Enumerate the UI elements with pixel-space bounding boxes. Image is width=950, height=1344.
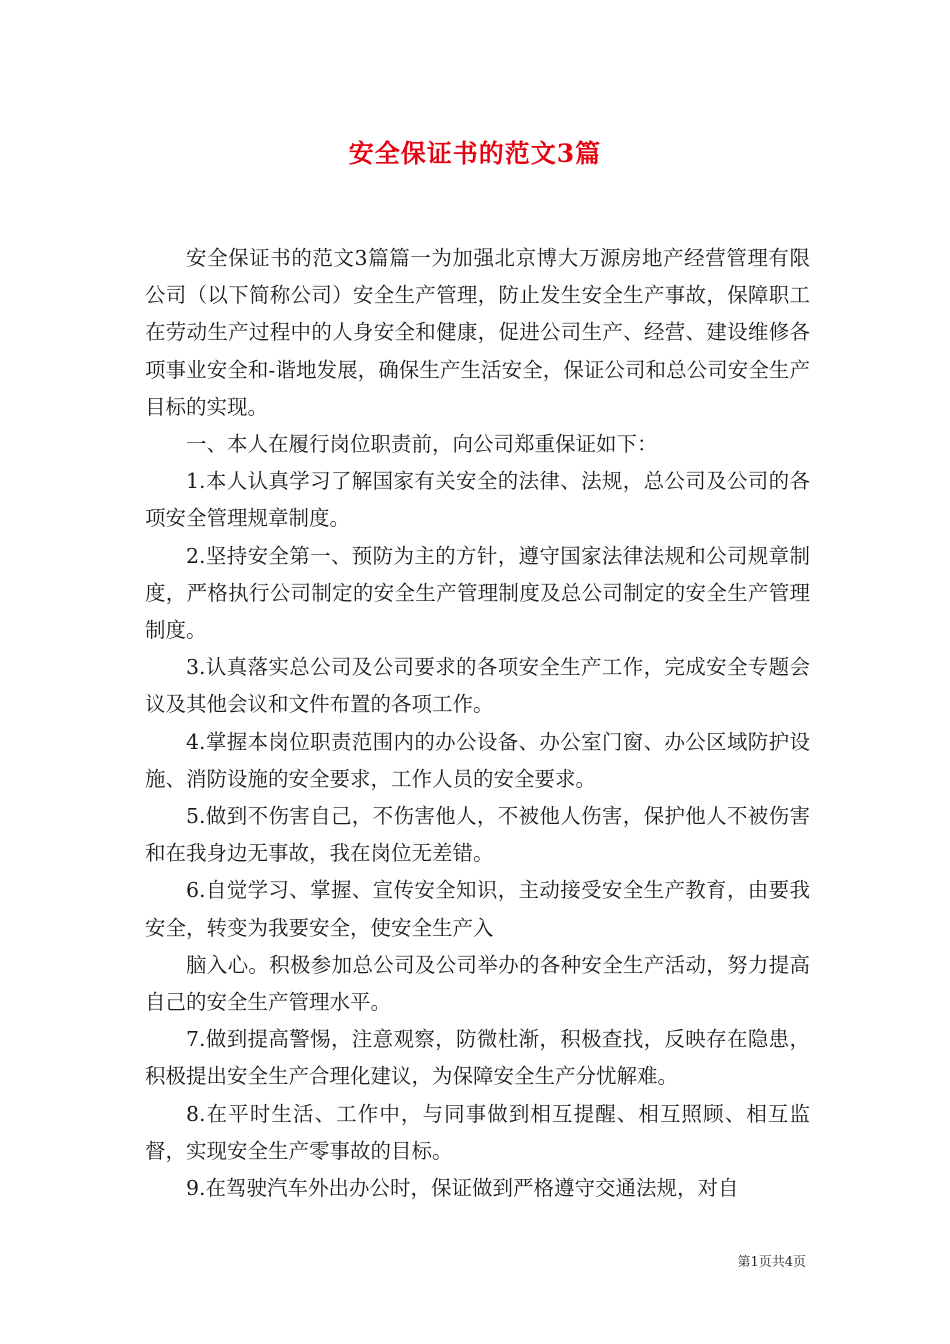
page-number: 第1页共4页: [737, 1255, 806, 1270]
paragraph: 6.自觉学习、掌握、宣传安全知识，主动接受安全生产教育，由要我安全，转变为我要安全，使安全生产入: [145, 878, 810, 940]
paragraph: 一、本人在履行岗位职责前，向公司郑重保证如下：: [186, 432, 658, 457]
paragraph: 5.做到不伤害自己，不伤害他人，不被他人伤害，保护他人不被伤害和在我身边无事故，我在岗位无差错。: [145, 804, 810, 866]
paragraph: 2.坚持安全第一、预防为主的方针，遵守国家法律法规和公司规章制度，严格执行公司制定的安全生产管理制度及总公司制定的安全生产管理制度。: [145, 543, 810, 643]
paragraph: 脑入心。积极参加总公司及公司举办的各种安全生产活动，努力提高自己的安全生产管理水平。: [145, 952, 810, 1015]
paragraph: 7.做到提高警惕，注意观察，防微杜渐，积极查找，反映存在隐患，积极提出安全生产合理化建议，为保障安全生产分忧解难。: [145, 1027, 810, 1089]
paragraph: 1.本人认真学习了解国家有关安全的法律、法规，总公司及公司的各项安全管理规章制度。: [145, 469, 810, 531]
paragraph: 3.认真落实总公司及公司要求的各项安全生产工作，完成安全专题会议及其他会议和文件布置的各项工作。: [145, 655, 810, 717]
paragraph: 安全保证书的范文3篇篇一为加强北京博大万源房地产经营管理有限公司（以下简称公司）安全生产管理，防止发生安全生产事故，保障职工在劳动生产过程中的人身安全和健康，促进公司生产、经营、建设维修各项事业安全和-谐地发展，确保生产生活安全，保证公司和总公司安全生产目标的实现。: [145, 246, 810, 419]
document-body: [145, 240, 810, 1207]
paragraph: 8.在平时生活、工作中，与同事做到相互提醒、相互照顾、相互监督，实现安全生产零事故的目标。: [145, 1101, 810, 1163]
paragraph: 9.在驾驶汽车外出办公时，保证做到严格遵守交通法规，对自: [186, 1176, 739, 1201]
paragraph: 4.掌握本岗位职责范围内的办公设备、办公室门窗、办公区域防护设施、消防设施的安全要求，工作人员的安全要求。: [145, 729, 810, 791]
document-title: 安全保证书的范文3篇: [348, 139, 602, 168]
